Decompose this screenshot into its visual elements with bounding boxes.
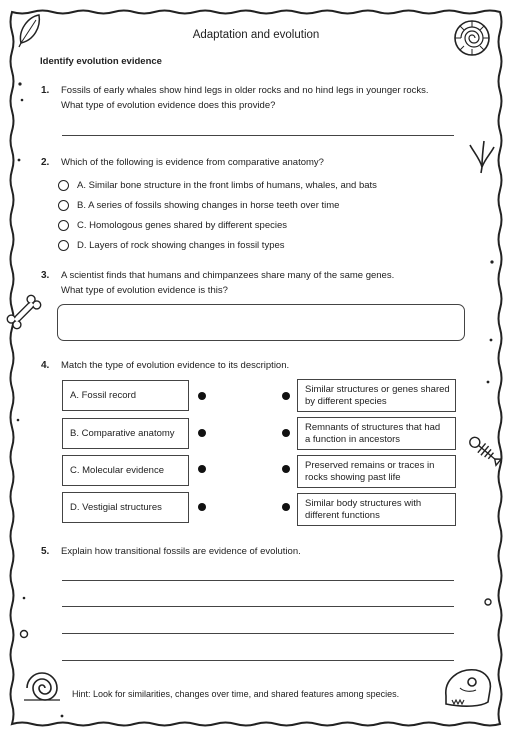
question-3-line-2: What type of evolution evidence is this? [61, 285, 228, 296]
question-text-2: Which of the following is evidence from comparative anatomy? [61, 157, 324, 168]
match-dot-left[interactable] [198, 465, 206, 473]
match-left-item-a: A. Fossil record [62, 380, 189, 411]
question-number-4: 4. [41, 360, 50, 371]
match-right-line: a function in ancestors [305, 433, 401, 445]
answer-line[interactable] [62, 633, 454, 634]
match-left-item-b: B. Comparative anatomy [62, 418, 189, 449]
page-title: Adaptation and evolution [192, 29, 320, 41]
question-text-3 [61, 268, 394, 298]
match-left-item-d: D. Vestigial structures [62, 492, 189, 523]
hint-text: Hint: Look for similarities, changes over time, and shared features among species. [72, 689, 400, 699]
match-right-item-1 [297, 379, 456, 412]
match-right-line: different functions [305, 509, 380, 521]
snail-shell-icon [24, 673, 60, 700]
section-heading: Identify evolution evidence [40, 56, 162, 67]
radio-button[interactable] [58, 200, 69, 211]
question-number-1: 1. [41, 85, 50, 96]
match-right-line: Preserved remains or traces in [305, 459, 435, 471]
footprint-icon [470, 141, 494, 173]
answer-line[interactable] [62, 580, 454, 581]
match-right-item-3 [297, 455, 456, 488]
match-right-item-4 [297, 493, 456, 526]
option-d[interactable] [58, 238, 285, 252]
radio-button[interactable] [58, 240, 69, 251]
option-a[interactable] [58, 178, 377, 192]
question-text-4: Match the type of evolution evidence to its description. [61, 360, 290, 371]
question-number-3: 3. [41, 270, 50, 281]
match-dot-right[interactable] [282, 392, 290, 400]
question-text-5: Explain how transitional fossils are evidence of evolution. [61, 546, 301, 557]
answer-line[interactable] [62, 660, 454, 661]
option-label: B. A series of fossils showing changes in horse teeth over time [77, 199, 340, 211]
match-dot-left[interactable] [198, 392, 206, 400]
match-right-line: by different species [305, 395, 387, 407]
match-right-line: rocks showing past life [305, 471, 401, 483]
match-dot-right[interactable] [282, 465, 290, 473]
match-dot-left[interactable] [198, 429, 206, 437]
question-number-5: 5. [41, 546, 50, 557]
radio-button[interactable] [58, 180, 69, 191]
answer-line[interactable] [62, 135, 454, 136]
fish-skeleton-icon [467, 434, 502, 466]
radio-button[interactable] [58, 220, 69, 231]
question-3-line-1: A scientist finds that humans and chimpanzees share many of the same genes. [61, 270, 395, 281]
match-dot-right[interactable] [282, 503, 290, 511]
question-number-2: 2. [41, 157, 50, 168]
match-dot-right[interactable] [282, 429, 290, 437]
question-1-line-1: Fossils of early whales show hind legs in older rocks and no hind legs in younger rocks. [61, 85, 429, 96]
question-1-line-2: What type of evolution evidence does this provide? [61, 100, 276, 111]
option-b[interactable] [58, 198, 339, 212]
option-label: C. Homologous genes shared by different species [77, 219, 288, 231]
answer-box[interactable] [57, 304, 465, 341]
match-right-line: Similar body structures with [305, 497, 422, 509]
match-right-line: Similar structures or genes shared [305, 383, 450, 395]
question-text-1 [61, 83, 429, 113]
option-c[interactable] [58, 218, 287, 232]
dinosaur-skull-icon [446, 670, 491, 706]
match-right-item-2 [297, 417, 456, 450]
option-label: D. Layers of rock showing changes in fossil types [77, 239, 285, 251]
option-label: A. Similar bone structure in the front limbs of humans, whales, and bats [77, 179, 377, 191]
match-left-item-c: C. Molecular evidence [62, 455, 189, 486]
match-dot-left[interactable] [198, 503, 206, 511]
match-right-line: Remnants of structures that had [305, 421, 441, 433]
answer-line[interactable] [62, 606, 454, 607]
